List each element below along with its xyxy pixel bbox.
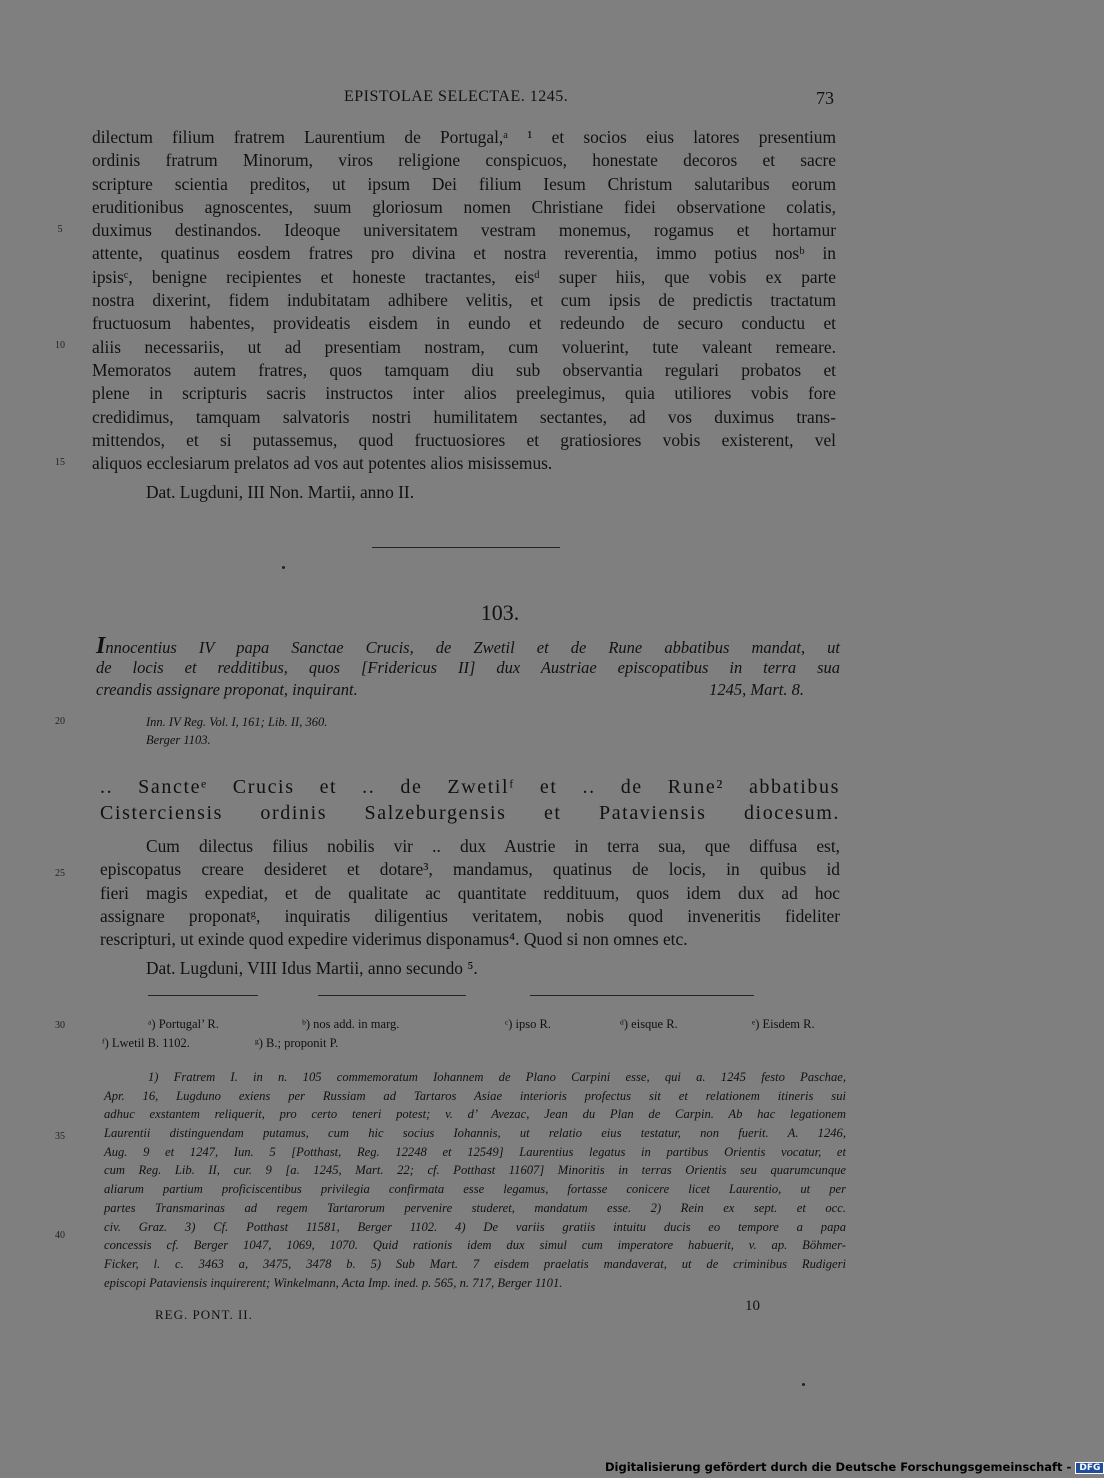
variant-note: ᵈ) eisque R.	[620, 1017, 678, 1031]
line-number: 30	[55, 1020, 65, 1031]
variant-note: ᵃ) Portugal’ R.	[148, 1017, 219, 1031]
note-line: aliarum partium proficiscentibus privilegia confirmata esse legamus, fortasse conicere licet Laurentio, ut per	[104, 1182, 846, 1197]
digitization-footer	[605, 1460, 1104, 1474]
source-references	[146, 713, 327, 749]
footnote-rule	[530, 995, 754, 996]
text-line: fructuosum habentes, provideatis eisdem in eundo et redeundo de securo conductu et	[92, 313, 836, 334]
note-line: concessis cf. Berger 1047, 1069, 1070. Quid rationis idem dux simul cum imperatore habuerit, v. ap. Böhmer-	[104, 1238, 846, 1253]
text-line: credidimus, tamquam salvatoris nostri humilitatem sectantes, ad vos duximus trans-	[92, 406, 836, 427]
text-line: duximus destinandos. Ideoque universitatem vestram monemus, rogamus et hortamur	[92, 220, 836, 241]
address	[100, 774, 840, 826]
running-head	[0, 88, 1000, 112]
source-line: Inn. IV Reg. Vol. I, 161; Lib. II, 360.	[146, 715, 328, 729]
regest-line: de locis et redditibus, quos [Fridericus II] dux Austriae episcopatibus in terra sua	[96, 658, 840, 677]
text-line: Cum dilectus filius nobilis vir .. dux Austrie in terra sua, que diffusa est,	[146, 836, 840, 856]
address-line: .. Sancteᵉ Crucis et .. de Zwetilᶠ et .. de Rune² abbatibus	[100, 776, 840, 798]
text-line: mittendos, et si putassemus, quod fructuosiores et gratiosiores vobis existerent, vel	[92, 429, 836, 450]
text-line: fieri magis expediat, et de qualitate ac quantitate reddituum, quos idem dux ad hoc	[100, 882, 840, 903]
text-line: scripture scientia preditos, ut ipsum Dei filium Iesum Christum salutaribus eorum	[92, 173, 836, 194]
regest-line: creandis assignare proponat, inquirant.	[96, 680, 358, 699]
text-line: plene in scripturis sacris instructos inter alios preelegimus, quia utiliores vobis fore	[92, 383, 836, 404]
note-line: cum Reg. Lib. II, cur. 9 [a. 1245, Mart. 22; cf. Potthast 11607] Minoritis in terras Orientis seu quarumcunque	[104, 1163, 846, 1178]
text-line: Memoratos autem fratres, quos tamquam diu sub observantia regulari probatos et	[92, 359, 836, 380]
sheet-number: 10	[745, 1298, 760, 1314]
text-line: ipsisᶜ, benigne recipientes et honeste tractantes, eisᵈ super hiis, que vobis ex parte	[92, 266, 836, 287]
line-number: 40	[55, 1230, 65, 1241]
note-line: Laurentii distinguendam putamus, cum hic socius Iohannis, ut relatio eius testatur, non fuerit. A. 1246,	[104, 1126, 846, 1141]
text-line: rescripturi, ut exinde quod expedire viderimus disponamus⁴. Quod si non omnes etc.	[100, 929, 688, 950]
line-number: 35	[55, 1131, 65, 1142]
note-line: adhuc exstantem reliquerit, pro certo teneri potest; v. d’ Avezac, Jean du Plan de Carpin. Ab hac legationem	[104, 1107, 846, 1122]
regest-date: 1245, Mart. 8.	[709, 680, 804, 699]
document-number: 103.	[480, 600, 520, 625]
line-number: 10	[55, 340, 65, 351]
line-number: 5	[57, 224, 63, 235]
text-line: nostra dixerint, fidem indubitatam adhibere velitis, et cum ipsis de predictis tractatum	[92, 290, 836, 311]
letter-102-body	[92, 126, 836, 475]
text-line: episcopatus creare desideret et dotare³, mandamus, quatinus de locis, in quibus id	[100, 859, 840, 880]
footer-text: Digitalisierung gefördert durch die Deutsche Forschungsgemeinschaft -	[605, 1460, 1072, 1474]
variant-row	[100, 1034, 844, 1053]
sheet-signature: REG. PONT. II.	[155, 1307, 253, 1322]
line-number: 15	[55, 457, 65, 468]
text-line: assignare proponatᵍ, inquiratis diligentius veritatem, nobis quod inveneritis fideliter	[100, 905, 840, 926]
footnote-rule	[148, 995, 258, 996]
line-number: 25	[55, 868, 65, 879]
dfg-logo-icon: DFG	[1075, 1462, 1104, 1474]
variant-note: ᶠ) Lwetil B. 1102.	[102, 1036, 190, 1050]
page-number: 73	[816, 88, 834, 108]
note-line: partes Transmarinas ad regem Tartarorum pervenire studeret, mandatum esse. 2) Rein ex sept. et occ.	[104, 1200, 846, 1215]
letter-103-date: Dat. Lugduni, VIII Idus Martii, anno secundo ⁵.	[146, 958, 478, 978]
text-line: ordinis fratrum Minorum, viros religione conspicuos, honestate decoros et sacre	[92, 150, 836, 171]
note-line: civ. Graz. 3) Cf. Potthast 11581, Berger 1102. 4) De variis gratiis intuitu ducis eo tempore a papa	[104, 1219, 846, 1234]
note-line: episcopi Pataviensis inquirerent; Winkelmann, Acta Imp. ined. p. 565, n. 717, Berger 1101.	[104, 1275, 563, 1290]
variant-note: ᶜ) ipso R.	[505, 1017, 551, 1031]
address-line: Cisterciensis ordinis Salzeburgensis et Pataviensis diocesum.	[100, 802, 840, 824]
regest-line: Innocentius IV papa Sanctae Crucis, de Zwetil et de Rune abbatibus mandat, ut	[96, 633, 840, 659]
line-number: 20	[55, 716, 65, 727]
running-head-title: EPISTOLAE SELECTAE. 1245.	[344, 88, 569, 105]
regest-initial: I	[96, 633, 106, 659]
note-line: 1) Fratrem I. in n. 105 commemoratum Iohannem de Plano Carpini esse, qui a. 1245 festo Paschae,	[148, 1070, 846, 1084]
note-line: Apr. 16, Lugduno exiens per Russiam ad Tartaros Asiae interioris profectus sit et relationem itineris sui	[104, 1088, 846, 1103]
variant-note: ᵇ) nos add. in marg.	[302, 1017, 400, 1031]
text-line: attente, quatinus eosdem fratres pro divina et nostra reverentia, immo potius nosᵇ in	[92, 243, 836, 264]
text-line: aliis necessariis, ut ad presentiam nostram, cum voluerint, tute valeant remeare.	[92, 336, 836, 357]
text-line: eruditionibus agnoscentes, suum gloriosum nomen Christiane fidei observatione colatis,	[92, 196, 836, 217]
note-line: Aug. 9 et 1247, Iun. 5 [Potthast, Reg. 12248 et 12549] Laurentius legatus in partibus Orientis vocatur, et	[104, 1144, 846, 1159]
note-line: Ficker, l. c. 3463 a, 3475, 3478 b. 5) Sub Mart. 7 eisdem praelatis mandaverat, ut de criminibus Rudigeri	[104, 1256, 846, 1271]
print-speck	[802, 1383, 805, 1386]
regest	[96, 635, 840, 701]
variant-row	[100, 1015, 844, 1034]
footnote-rule	[318, 995, 466, 996]
text-line: dilectum filium fratrem Laurentium de Portugal,ᵃ ¹ et socios eius latores presentium	[92, 127, 836, 147]
text-line: aliquos ecclesiarum prelatos ad vos aut potentes alios misissemus.	[92, 453, 553, 474]
source-line: Berger 1103.	[146, 733, 211, 747]
letter-103-body	[100, 835, 840, 951]
variant-note: ᵍ) B.; proponit P.	[255, 1036, 339, 1050]
variant-apparatus	[100, 1015, 844, 1053]
commentary-notes	[104, 1068, 846, 1292]
print-speck	[282, 566, 285, 569]
letter-102-date: Dat. Lugduni, III Non. Martii, anno II.	[146, 482, 415, 502]
section-rule	[372, 547, 560, 548]
variant-note: ᵉ) Eisdem R.	[752, 1017, 815, 1031]
